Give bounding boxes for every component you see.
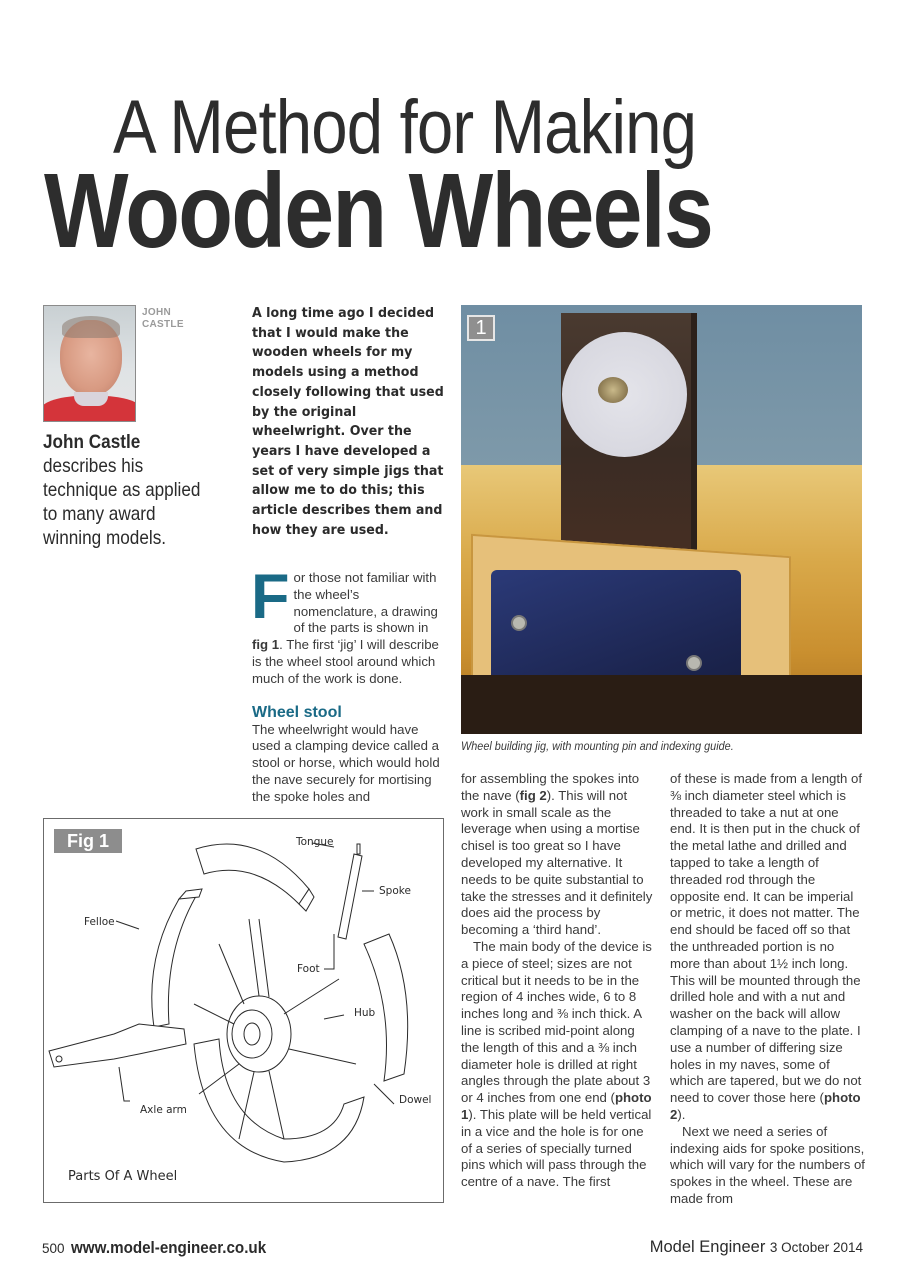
col2-p1-text-b: ). This will not work in small scale as the leverage when using a mortise chisel is too great so I have developed my alternative. It needs to be quite substantial to take the stresses and it definitely does aid the process by becoming a ‘third hand’. (461, 787, 653, 938)
label-axle-arm: Axle arm (140, 1104, 187, 1116)
page-number: 500 (42, 1241, 65, 1256)
label-felloe: Felloe (84, 916, 115, 928)
col3-paragraph-1 (670, 771, 866, 1124)
label-hub: Hub (354, 1007, 376, 1019)
col2-paragraph-1 (461, 771, 653, 939)
figure-parts-of-wheel (43, 818, 444, 1203)
title-line-1: A Method for Making (113, 85, 697, 170)
photo-reference: photo 2 (670, 1090, 861, 1122)
photo-number-badge: 1 (467, 315, 495, 341)
author-tag-last: CASTLE (142, 319, 184, 330)
standfirst: A long time ago I decided that I would make the wooden wheels for my models using a method closely following that used by the original wheelwright. Over the years I have developed a set of very simple jigs that allow me to do this; this article describes them and how they are used. (252, 305, 444, 538)
photo-screw (511, 615, 527, 631)
label-tongue: Tongue (296, 836, 334, 848)
photo-caption: Wheel building jig, with mounting pin and indexing guide. (461, 739, 734, 753)
photo-reference: photo 1 (461, 1090, 652, 1122)
footer-left (42, 1239, 283, 1258)
author-photo (43, 305, 136, 422)
section-heading-wheel-stool: Wheel stool (252, 703, 342, 721)
author-tag-first: JOHN (142, 307, 171, 318)
col3-p1-text-a: of these is made from a length of ⅜ inch diameter steel which is threaded to take a nut at one end. It is then put in the chuck of the metal lathe and drilled and tapped to take a length of threaded rod through the opposite end. It can be imperial or metric, it does not matter. The end should be faced off so that the unthreaded portion is no more than about 1½ inch long. This will be mounted through the drilled hole and with a nut and washer on the back will allow clamping of a nave to the plate. I use a number of differing size holes in my naves, some of which are tapered, but we do not need to cover those here ( (670, 771, 863, 1106)
title-line-2: Wooden Wheels (44, 152, 713, 270)
article-column-2 (461, 771, 653, 1191)
article-column-3 (670, 771, 866, 1208)
photo-wheel-jig (461, 305, 862, 734)
photo-screw (686, 655, 702, 671)
fig-reference: fig 1 (252, 637, 280, 653)
author-photo-hair (62, 316, 120, 338)
footer-website-link[interactable]: www.model-engineer.co.uk (70, 1239, 266, 1257)
drop-cap: F (251, 562, 290, 632)
fig-reference: fig 2 (519, 787, 547, 803)
article-column-1 (251, 562, 444, 806)
footer-right (650, 1238, 863, 1257)
intro-text-a: or those not familiar with the wheel’s nomenclature, a drawing of the parts is shown in (293, 570, 438, 636)
col2-p2-text-a: The main body of the device is a piece of steel; sizes are not critical but it needs to be in the region of 4 inches wide, 6 to 8 inches long and ⅜ inch thick. A line is scribed mid-point along the length of this and a ⅜ inch diameter hole is drilled at right angles through the plate about 3 or 4 inches from one end ( (461, 938, 652, 1106)
intro-paragraph (251, 562, 444, 688)
intro-text-b: . The first ‘jig’ I will describe is the wheel stool around which much of the work is done. (252, 637, 439, 686)
author-photo-collar (74, 392, 108, 406)
label-dowel: Dowel (399, 1094, 432, 1106)
col2-p1-text-a: for assembling the spokes into the nave ( (461, 771, 640, 803)
col3-p1-text-b: ). (677, 1106, 686, 1122)
photo-wing-nut (598, 377, 628, 403)
figure-caption: Parts Of A Wheel (68, 1169, 178, 1184)
photo-bench-shadow (461, 675, 862, 734)
wheel-stool-paragraph: The wheelwright would have used a clamping device called a stool or horse, which would hold the nave securely for mortising the spoke holes and (252, 721, 440, 804)
col2-paragraph-2 (461, 939, 653, 1191)
label-foot: Foot (297, 963, 320, 975)
magazine-name: Model Engineer (649, 1238, 766, 1256)
col3-paragraph-2: Next we need a series of indexing aids for spoke positions, which will vary for the numbers of spokes in the wheel. These are made from (670, 1123, 865, 1206)
wheel-parts-drawing (44, 819, 445, 1204)
author-tag (142, 307, 184, 331)
figure-number-badge: Fig 1 (54, 829, 122, 853)
label-spoke: Spoke (379, 885, 411, 897)
author-bio (43, 430, 210, 550)
issue-date: 3 October 2014 (769, 1240, 863, 1255)
author-bio-text: describes his technique as applied to many award winning models. (43, 455, 201, 549)
col2-p2-text-b: ). This plate will be held vertical in a vice and the hole is for one of a series of specially turned pins which will pass through the centre of a nave. The first (461, 1106, 652, 1190)
author-bio-name: John Castle (43, 431, 141, 453)
